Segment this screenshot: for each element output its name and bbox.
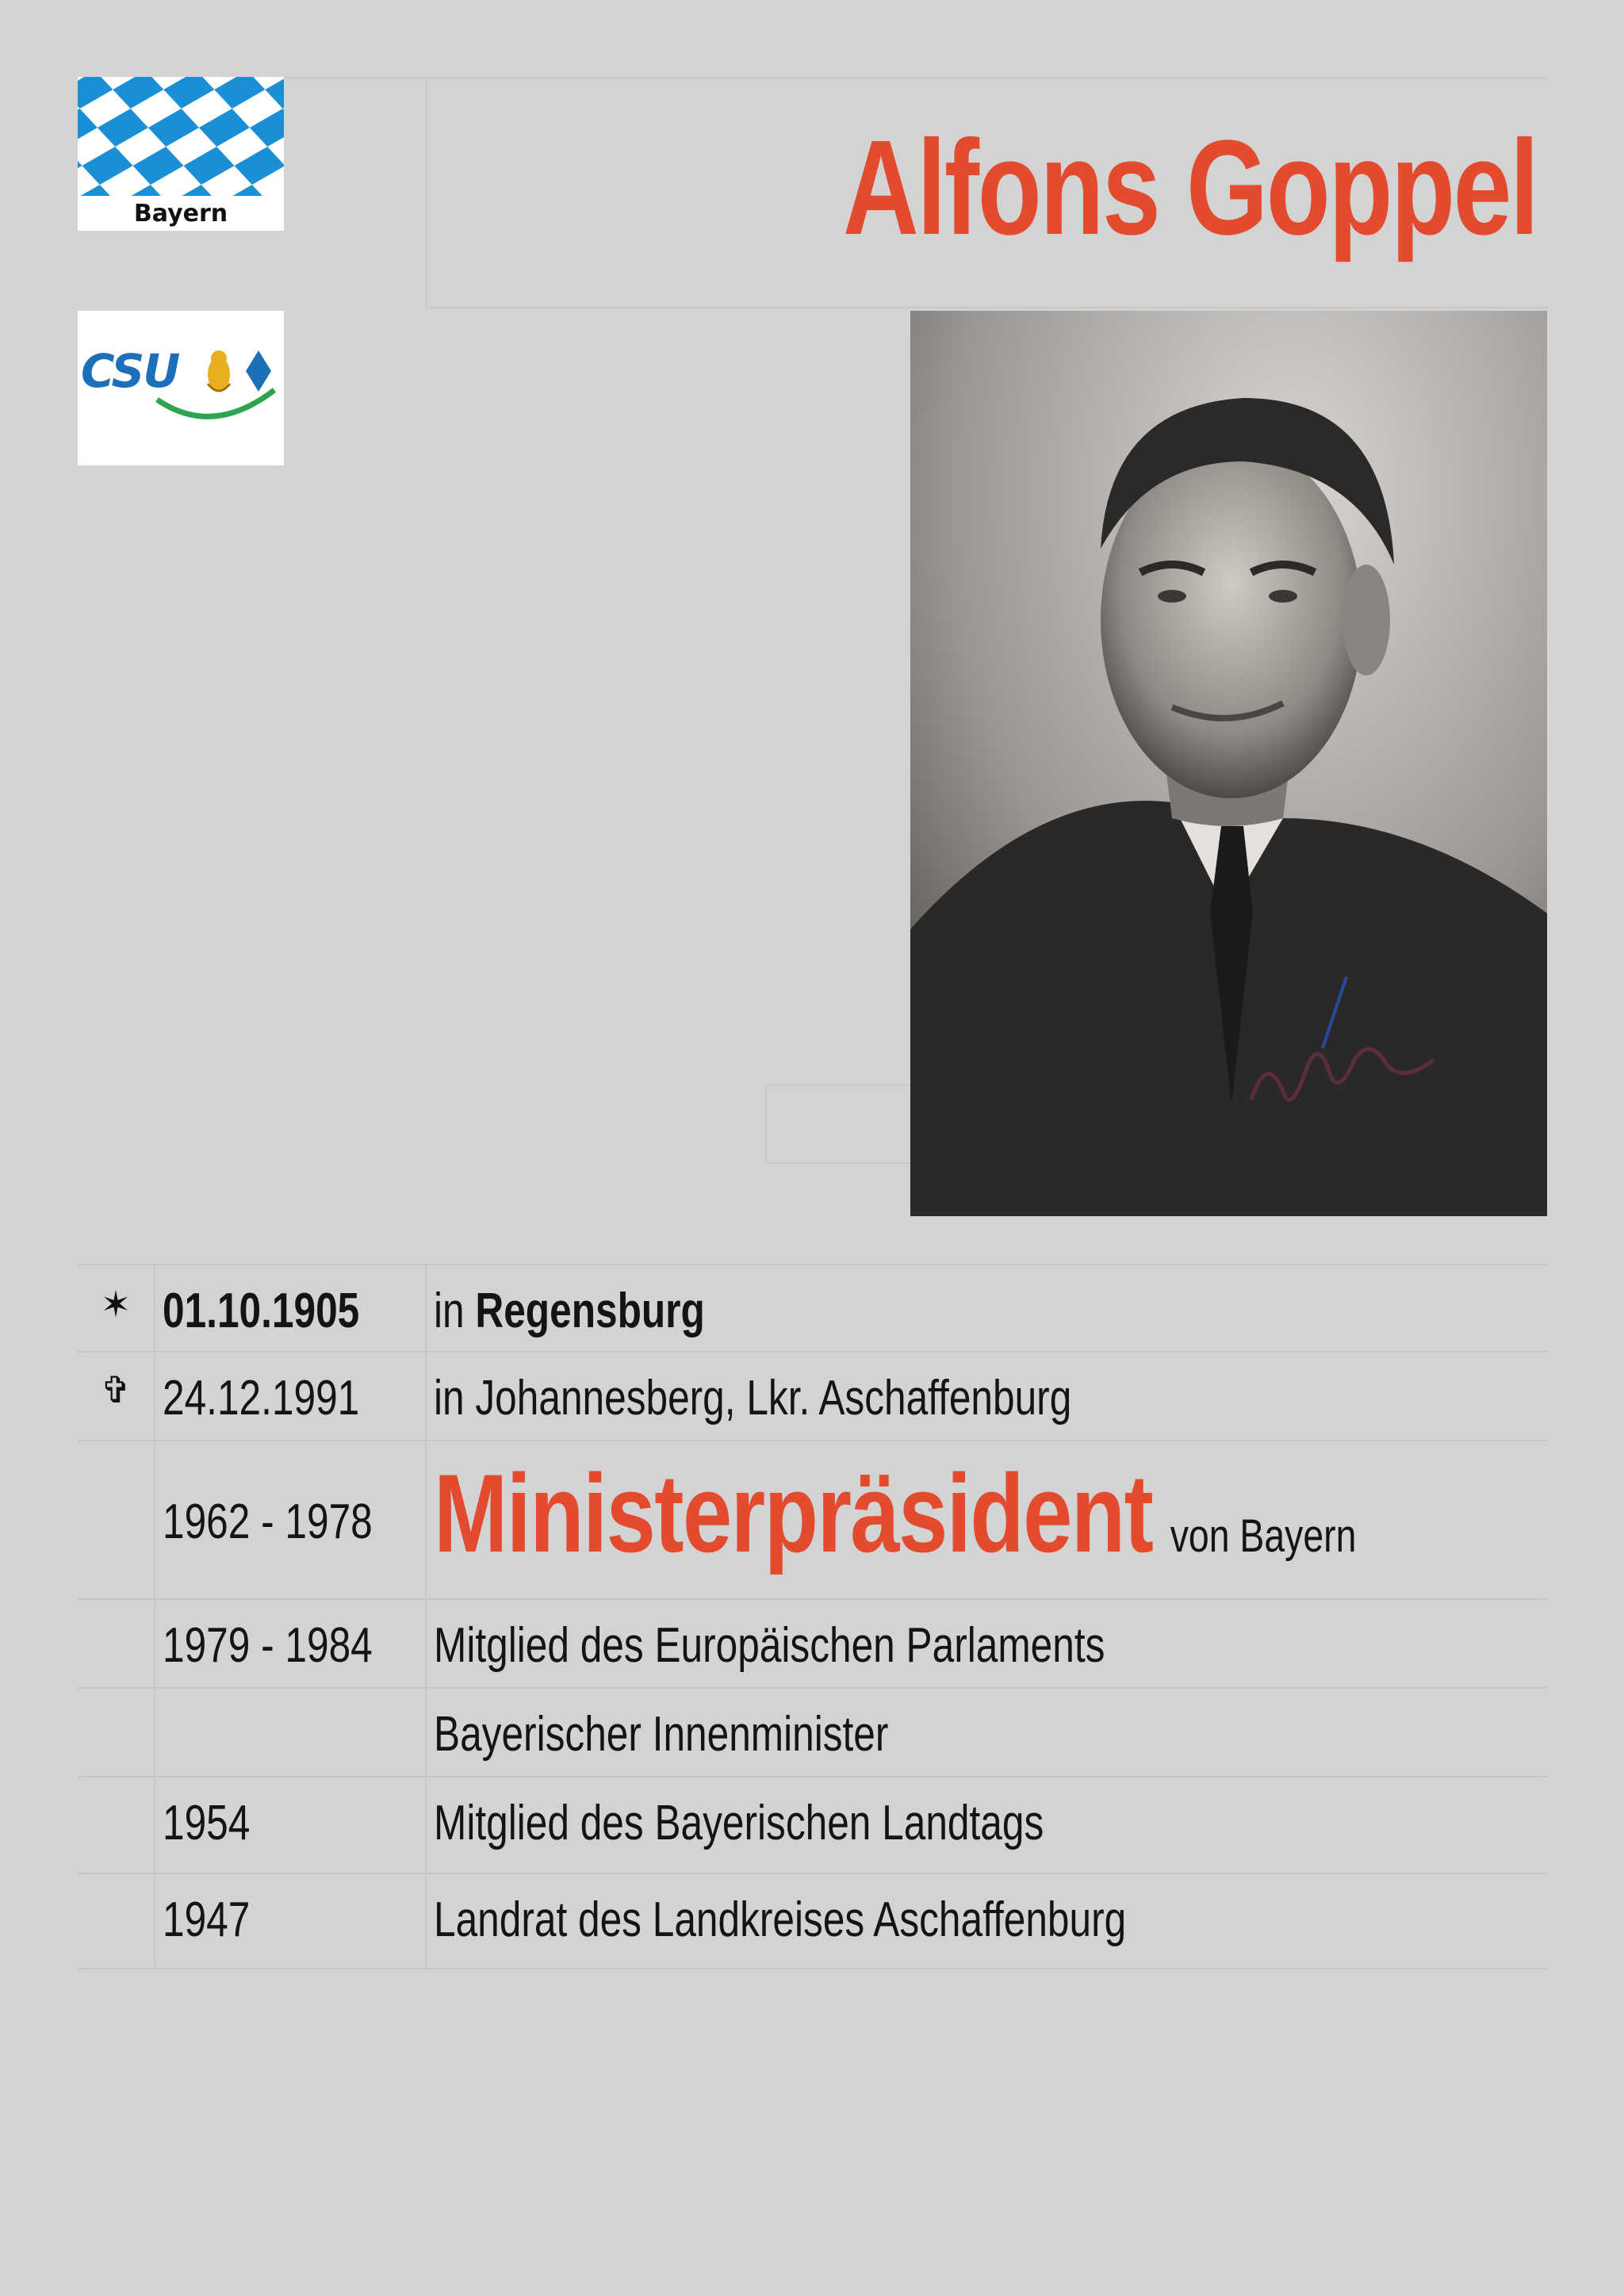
table-row-ministerpraesident [78,1440,1547,1600]
entry-suffix: von Bayern [1170,1510,1357,1562]
entry-years: 1962 - 1978 [163,1494,373,1549]
table-row-innenminister [78,1687,1547,1777]
csu-wordmark: CSU [81,344,179,398]
entry-text: Bayerischer Innenminister [434,1707,889,1762]
entry-years: 1954 [163,1796,251,1850]
birth-date: 01.10.1905 [163,1284,360,1338]
entry-years: 1947 [163,1892,251,1947]
table-row-landtag [78,1776,1547,1874]
entry-highlight: Ministerpräsident [434,1451,1153,1575]
birth-place-prefix: in [434,1284,465,1338]
csu-logo [78,311,284,465]
table-row-europa [78,1598,1547,1689]
entry-text [434,1449,1356,1578]
portrait-photo [910,311,1547,1216]
grid-line [426,307,1547,308]
entry-text: Mitglied des Europäischen Parlaments [434,1618,1105,1673]
entry-text: Mitglied des Bayerischen Landtags [434,1796,1044,1850]
table-row-born [78,1264,1547,1353]
death-date: 24.12.1991 [163,1371,360,1425]
entry-years: 1979 - 1984 [163,1618,373,1673]
birth-place-name: Regensburg [475,1284,705,1338]
bayern-label: Bayern [133,200,228,228]
title-box [426,77,1547,307]
birth-place [434,1283,705,1339]
table-row-died [78,1351,1547,1441]
grid-line [765,1085,912,1164]
entry-text: Landrat des Landkreises Aschaffenburg [434,1892,1127,1947]
csu-lion-icon [78,311,284,465]
birth-star-icon: ✶ [100,1284,132,1325]
page-title: Alfons Goppel [843,113,1538,263]
death-place: in Johannesberg, Lkr. Aschaffenburg [434,1371,1072,1425]
death-cross-icon: ✞ [100,1369,132,1410]
bayern-logo [78,77,284,231]
table-row-landrat [78,1873,1547,1969]
